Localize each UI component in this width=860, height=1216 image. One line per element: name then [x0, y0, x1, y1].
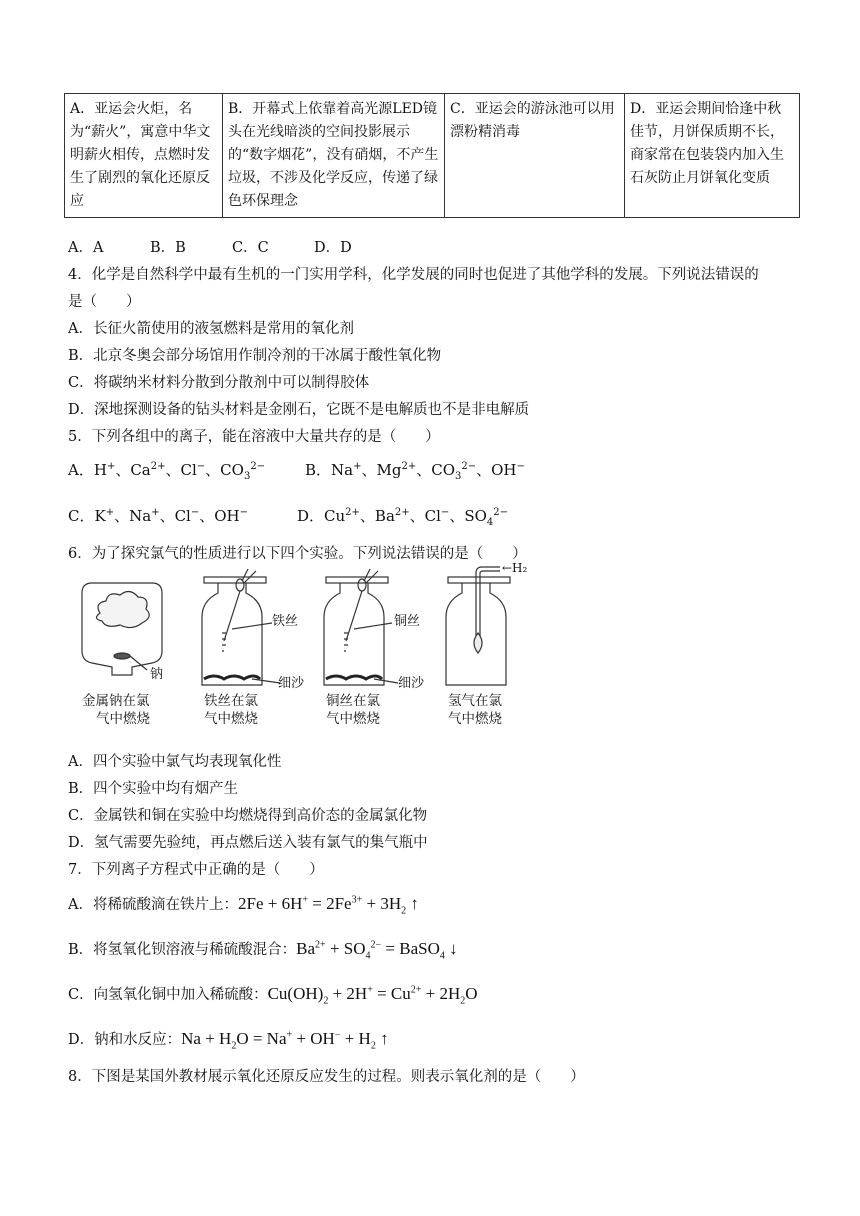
q3-cell-c: C．亚运会的游泳池可以用漂粉精消毒: [445, 94, 625, 218]
q3-cell-a: A．亚运会火炬，名为“薪火”，寓意中华文明薪火相传，点燃时发生了剧烈的氧化还原反应: [65, 94, 223, 218]
caption-4a: 氢气在氯: [448, 693, 502, 709]
label-h2: ←H₂: [502, 561, 528, 575]
q8-stem: 8．下图是某国外教材展示氧化还原反应发生的过程。则表示氧化剂的是（ ）: [68, 1069, 585, 1085]
q3-option-b: B．B: [150, 240, 186, 256]
flask-sodium: [82, 583, 162, 675]
q6-option-d: D．氢气需要先验纯，再点燃后送入装有氯气的集气瓶中: [68, 835, 428, 851]
q7-option-a: A．将稀硫酸滴在铁片上：$2Fe + 6H^+ = 2Fe^{3+} + 3H_2$ ↑: [68, 894, 419, 917]
q6-stem: 6．为了探究氯气的性质进行以下四个实验。下列说法错误的是（ ）: [68, 546, 527, 562]
q3-options-table: [64, 93, 800, 218]
label-fe-wire: 铁丝: [272, 614, 299, 629]
label-na: 钠: [150, 667, 164, 682]
q3-option-a: A．A: [68, 240, 104, 256]
q3-cell-d: D．亚运会期间恰逢中秋佳节，月饼保质期不长，商家常在包装袋内加入生石灰防止月饼氧化变质: [625, 94, 800, 218]
flask-copper: [324, 569, 398, 685]
q5-stem: 5．下列各组中的离子，能在溶液中大量共存的是（ ）: [68, 429, 440, 445]
label-sand-1: 细沙: [278, 676, 305, 691]
q4-option-a: A．长征火箭使用的液氢燃料是常用的氧化剂: [68, 321, 354, 337]
label-sand-2: 细沙: [398, 676, 425, 691]
caption-2a: 铁丝在氯: [204, 693, 258, 709]
caption-2b: 气中燃烧: [204, 711, 258, 727]
q6-option-a: A．四个实验中氯气均表现氧化性: [68, 754, 282, 770]
caption-3b: 气中燃烧: [326, 711, 380, 727]
q4-stem-line2: 是（ ）: [68, 294, 141, 310]
q5-option-c: C．K+、Na+、Cl−、OH−: [68, 507, 249, 525]
q3-option-d: D．D: [314, 240, 352, 256]
caption-3a: 铜丝在氯: [326, 693, 380, 709]
q6-option-c: C．金属铁和铜在实验中均燃烧得到高价态的金属氯化物: [68, 808, 428, 824]
flask-iron: [202, 569, 280, 685]
q7-stem: 7．下列离子方程式中正确的是（ ）: [68, 862, 324, 878]
label-cu-wire: 铜丝: [394, 614, 421, 629]
q7-option-b: B．将氢氧化钡溶液与稀硫酸混合：$Ba^{2+} + SO_4^{2-}$ = BaSO$_4$ ↓: [68, 939, 458, 962]
q5-option-a: A．H+、$Ca^{2+}$、Cl−、$CO_3^{2-}$: [68, 461, 266, 482]
q3-option-c: C．C: [232, 240, 269, 256]
q6-experiment-figure: [72, 561, 552, 733]
q5-option-d: D．$Cu^{2+}$、$Ba^{2+}$、Cl−、$SO_4^{2-}$: [297, 507, 509, 528]
q6-option-b: B．四个实验中均有烟产生: [68, 781, 239, 797]
q7-option-d: D．钠和水反应：$Na + H_2O = Na^+ + OH^- + H_2$ ↑: [68, 1029, 389, 1052]
q4-option-d: D．深地探测设备的钻头材料是金刚石，它既不是电解质也不是非电解质: [68, 402, 530, 418]
q3-answer-options: [68, 236, 352, 257]
q4-stem-line1: 4．化学是自然科学中最有生机的一门实用学科，化学发展的同时也促进了其他学科的发展。下列说法错误的: [68, 267, 759, 283]
caption-1a: 金属钠在氯: [82, 693, 150, 709]
q5-option-b: B．Na+、$Mg^{2+}$、$CO_3^{2-}$、OH−: [305, 461, 525, 482]
caption-4b: 气中燃烧: [448, 711, 502, 727]
q4-option-c: C．将碳纳米材料分散到分散剂中可以制得胶体: [68, 375, 370, 391]
q4-option-b: B．北京冬奥会部分场馆用作制冷剂的干冰属于酸性氧化物: [68, 348, 442, 364]
q3-cell-b: B．开幕式上依靠着高光源LED镜头在光线暗淡的空间投影展示的“数字烟花”，没有硝烟，不产生垃圾，不涉及化学反应，传递了绿色环保理念: [223, 94, 445, 218]
q7-option-c: C．向氢氧化铜中加入稀硫酸：$Cu(OH)_2 + 2H^+ = Cu^{2+} + 2H_2O$: [68, 984, 478, 1007]
flask-hydrogen: [446, 567, 510, 685]
caption-1b: 气中燃烧: [96, 711, 150, 727]
